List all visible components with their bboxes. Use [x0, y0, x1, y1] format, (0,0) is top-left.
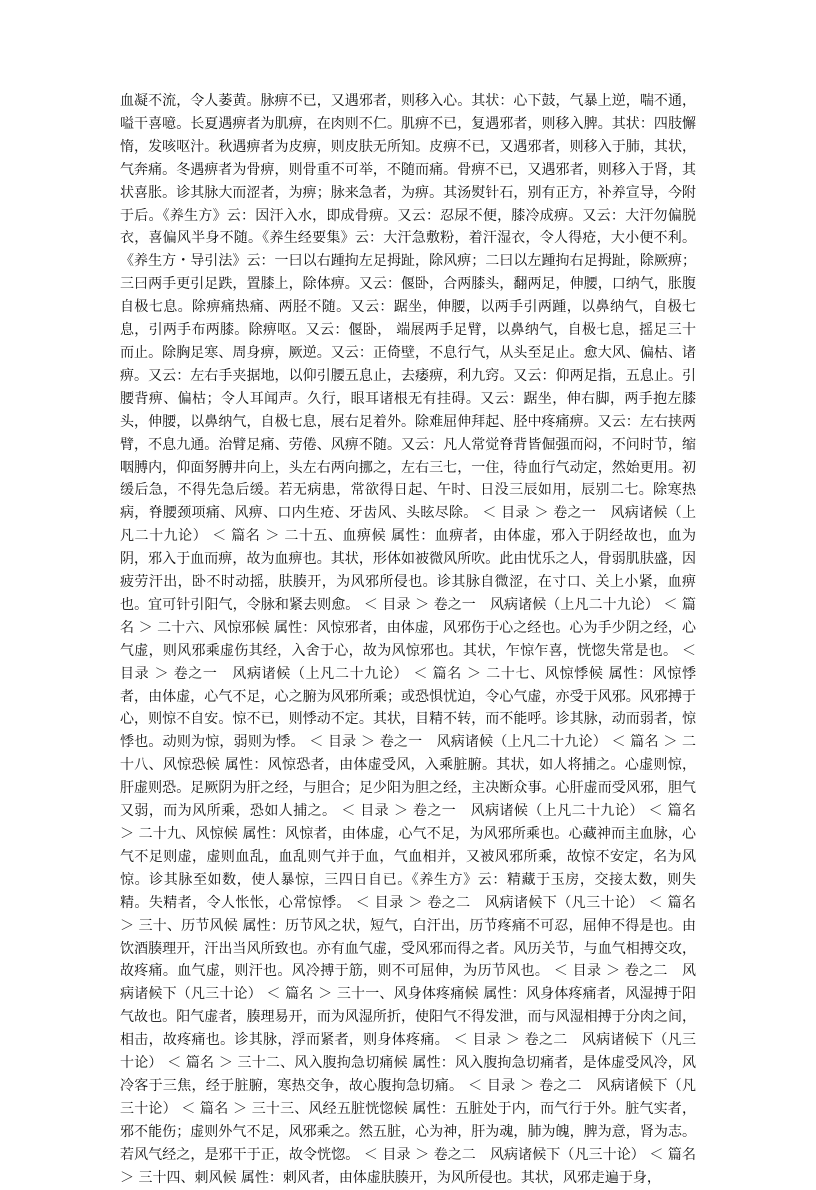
document-page [120, 90, 696, 1186]
document-body-text: 血凝不流，令人萎黄。脉痹不已，又遇邪者，则移入心。其状：心下鼓，气暴上逆，喘不通，嗌干喜噫。长夏遇痹者为肌痹，在肉则不仁。肌痹不已，复遇邪者，则移入脾。其状：四肢懈惰，发咳呕汁。秋遇痹者为皮痹，则皮肤无所知。皮痹不已，又遇邪者，则移入于肺，其状，气奔痛。冬遇痹者为骨痹，则骨重不可举，不随而痛。骨痹不已，又遇邪者，则移入于肾，其状喜胀。诊其脉大而涩者，为痹；脉来急者，为痹。其汤熨针石，别有正方，补养宣导，今附于后。《养生方》云：因汗入水，即成骨痹。又云：忍尿不便，膝冷成痹。又云：大汗勿偏脱衣，喜偏风半身不随。《养生经要集》云：大汗急敷粉，着汗湿衣，令人得疮，大小便不利。《养生方・导引法》云：一曰以右踵拘左足拇趾，除风痹；二曰以左踵拘右足拇趾，除厥痹；三曰两手更引足跌，置膝上，除体痹。又云：偃卧，合两膝头，翻两足，伸腰，口纳气，胀腹自极七息。除痹痛热痛、两胫不随。又云：踞坐，伸腰，以两手引两踵，以鼻纳气，自极七息，引两手布两膝。除痹呕。又云：偃卧， 端展两手足臂，以鼻纳气，自极七息，摇足三十而止。除胸足寒、周身痹，厥逆。又云：正倚壁，不息行气，从头至足止。愈大风、偏枯、诸痹。又云：左右手夹据地，以仰引腰五息止，去痿痹，利九窍。又云：仰两足指，五息止。引腰背痹、偏枯；令人耳闻声。久行，眼耳诸根无有挂碍。又云：踞坐，伸右脚，两手抱左膝头，伸腰，以鼻纳气，自极七息，展右足着外。除难屈伸拜起、胫中疼痛痹。又云：左右挟两臂，不息九通。治臂足痛、劳倦、风痹不随。又云：凡人常觉脊背皆倔强而闷，不问时节，缩咽膊内，仰面努膊井向上，头左右两向挪之，左右三七，一住，待血行气动定，然始更用。初缓后急，不得先急后缓。若无病患，常欲得日起、午时、日没三辰如用，辰别二七。除寒热病，脊腰颈项痛、风痹、口内生疮、牙齿风、头眩尽除。 ＜ 目录 ＞ 卷之一 风病诸候（上凡二十九论） ＜ 篇名 ＞ 二十五、血痹候 属性：血痹者，由体虚，邪入于阴经故也，血为阴，邪入于血而痹，故为血痹也。其状，形体如被微风所吹。此由忧乐之人，骨弱肌肤盛，因疲劳汗出，卧不时动摇，肤腠开，为风邪所侵也。诊其脉自微涩，在寸口、关上小紧，血痹也。宜可针引阳气，令脉和紧去则愈。 ＜ 目录 ＞ 卷之一 风病诸候（上凡二十九论） ＜ 篇名 ＞ 二十六、风惊邪候 属性：风惊邪者，由体虚，风邪伤于心之经也。心为手少阴之经，心气虚，则风邪乘虚伤其经，入舍于心，故为风惊邪也。其状，乍惊乍喜，恍惚失常是也。 ＜ 目录 ＞ 卷之一 风病诸候（上凡二十九论） ＜ 篇名 ＞ 二十七、风惊悸候 属性：风惊悸者，由体虚，心气不足，心之腑为风邪所乘；或恐惧忧迫，令心气虚，亦受于风邪。风邪搏于心，则惊不自安。惊不已，则悸动不定。其状，目精不转，而不能呼。诊其脉，动而弱者，惊悸也。动则为惊，弱则为悸。 ＜ 目录 ＞ 卷之一 风病诸候（上凡二十九论） ＜ 篇名 ＞ 二十八、风惊恐候 属性：风惊恐者，由体虚受风，入乘脏腑。其状，如人将捕之。心虚则惊，肝虚则恐。足厥阴为肝之经，与胆合；足少阳为胆之经，主决断众事。心肝虚而受风邪，胆气又弱，而为风所乘，恐如人捕之。 ＜ 目录 ＞ 卷之一 风病诸候（上凡二十九论） ＜ 篇名 ＞ 二十九、风惊候 属性：风惊者，由体虚，心气不足，为风邪所乘也。心藏神而主血脉，心气不足则虚，虚则血乱，血乱则气并于血，气血相并，又被风邪所乘，故惊不安定，名为风惊。诊其脉至如数，使人暴惊，三四日自已。《养生方》云：精藏于玉房，交接太数，则失精。失精者，令人怅怅，心常惊悸。 ＜ 目录 ＞ 卷之二 风病诸候下（凡三十论） ＜ 篇名 ＞ 三十、历节风候 属性：历节风之状，短气，白汗出，历节疼痛不可忍，屈伸不得是也。由饮酒腠理开，汗出当风所致也。亦有血气虚，受风邪而得之者。风历关节，与血气相搏交攻，故疼痛。血气虚，则汗也。风冷搏于筋，则不可屈伸，为历节风也。 ＜ 目录 ＞ 卷之二 风病诸候下（凡三十论） ＜ 篇名 ＞ 三十一、风身体疼痛候 属性：风身体疼痛者，风湿搏于阳气故也。阳气虚者，腠理易开，而为风湿所折，使阳气不得发泄，而与风湿相搏于分肉之间，相击，故疼痛也。诊其脉，浮而紧者，则身体疼痛。 ＜ 目录 ＞ 卷之二 风病诸候下（凡三十论） ＜ 篇名 ＞ 三十二、风入腹拘急切痛候 属性：风入腹拘急切痛者，是体虚受风冷，风冷客于三焦，经于脏腑，寒热交争，故心腹拘急切痛。 ＜ 目录 ＞ 卷之二 风病诸候下（凡三十论） ＜ 篇名 ＞ 三十三、风经五脏恍惚候 属性：五脏处于内，而气行于外。脏气实者，邪不能伤；虚则外气不足，风邪乘之。然五脏，心为神，肝为魂，肺为魄，脾为意，肾为志。若风气经之，是邪干于正，故令恍惚。 ＜ 目录 ＞ 卷之二 风病诸候下（凡三十论） ＜ 篇名 ＞ 三十四、刺风候 属性：刺风者，由体虚肤腠开，为风所侵也。其状，风邪走遍于身， [120, 93, 696, 1186]
